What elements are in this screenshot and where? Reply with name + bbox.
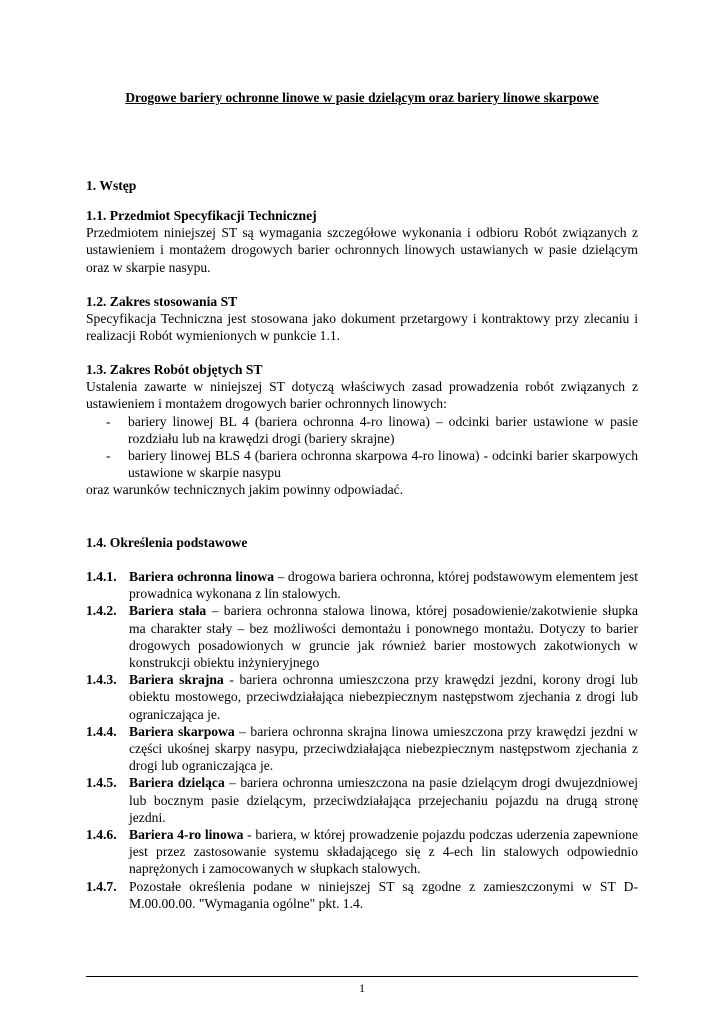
bullet-dash: - [106, 448, 111, 464]
definition-number: 1.4.1. [86, 569, 117, 584]
definition-term: Bariera skrajna [129, 672, 224, 688]
list-item [86, 413, 638, 447]
definition-number: 1.4.5. [86, 775, 117, 791]
section-1-1-heading: 1.1. Przedmiot Specyfikacji Technicznej [86, 208, 317, 223]
definition-number: 1.4.7. [86, 878, 117, 894]
section-1-3-bullets [86, 413, 638, 482]
section-1-heading: 1. Wstęp [86, 178, 137, 193]
bullet-dash: - [106, 413, 111, 429]
definition-term: Bariera ochronna linowa [129, 569, 275, 584]
bullet-text: bariery linowej BL 4 (bariera ochronna 4-ro linowa) – odcinki barier ustawione w pasie rozdziału lub na krawędzi drogi (bariery skrajne) [128, 413, 638, 446]
definition-number: 1.4.3. [86, 672, 117, 688]
definition-item [86, 723, 638, 775]
section-1-3-heading: 1.3. Zakres Robót objętych ST [86, 362, 263, 377]
section-1-3 [86, 361, 638, 499]
definition-term: Bariera skarpowa [129, 723, 235, 739]
list-item [86, 447, 638, 481]
definition-number: 1.4.6. [86, 827, 117, 843]
definition-item [86, 826, 638, 878]
definition-term: Bariera stała [129, 603, 207, 619]
section-1-1-text: Przedmiotem niniejszej ST są wymagania szczegółowe wykonania i odbioru Robót związanych z ustawieniem i montażem drogowych barier ochronnych linowych ustawianych w pasie dzielącym oraz w skarpie nasypu. [86, 225, 638, 275]
section-1-1 [86, 207, 638, 276]
definition-number: 1.4.2. [86, 603, 117, 619]
definition-text: – bariera ochronna stalowa linowa, której posadowienie/zakotwienie słupka ma charakter stały – bez możliwości demontażu i ponownego montażu. Dotyczy to barier drogowych posadowionych w gruncie jak również barier mostowych zakotwionych w konstrukcji obiektu inżynieryjnego [129, 603, 638, 671]
definition-item [86, 602, 638, 671]
page-number: 1 [359, 981, 365, 995]
section-1-2 [86, 293, 638, 345]
definitions-list-wrapper [86, 568, 638, 912]
definition-text: – drogowa bariera ochronna, której podstawowym elementem jest prowadnica wykonana z lin stalowych. [129, 569, 638, 602]
definition-text: Pozostałe określenia podane w niniejszej ST są zgodne z zamieszczonymi w ST D-M.00.00.00. "Wymagania ogólne" pkt. 1.4. [129, 878, 638, 911]
definition-term: Bariera 4-ro linowa [129, 827, 244, 843]
definition-number: 1.4.4. [86, 723, 117, 739]
definition-item [86, 671, 638, 723]
section-1-3-intro: Ustalenia zawarte w niniejszej ST dotyczą właściwych zasad prowadzenia robót związanych z ustawieniem i montażem drogowych barier ochronnych linowych: [86, 379, 638, 412]
definitions-list [86, 568, 638, 912]
section-1-4-heading: 1.4. Określenia podstawowe [86, 535, 248, 550]
document-page [86, 0, 638, 1024]
definition-item [86, 568, 638, 602]
definition-text: – bariera ochronna umieszczona na pasie dzielącym drogi dwujezdniowej lub bocznym pasie dzielącym, przeciwdziałająca przejechaniu pojazdu na drugą stronę jezdni. [129, 775, 638, 825]
section-1-4 [86, 534, 638, 551]
section-1-2-text: Specyfikacja Techniczna jest stosowana jako dokument przetargowy i kontraktowy przy zlecaniu i realizacji Robót wymienionych w punkcie 1.1. [86, 311, 638, 344]
definition-item [86, 878, 638, 912]
document-title: Drogowe bariery ochronne linowe w pasie dzielącym oraz bariery linowe skarpowe [125, 90, 599, 105]
section-1-2-heading: 1.2. Zakres stosowania ST [86, 294, 238, 309]
footer-divider [86, 976, 638, 977]
section-1-3-outro: oraz warunków technicznych jakim powinny odpowiadać. [86, 482, 404, 498]
definition-text: – bariera ochronna skrajna linowa umieszczona przy krawędzi jezdni w części ukośnej skarpy nasypu, przeciwdziałająca niebezpiecznym następstwom zjechania z drogi lub ograniczająca je. [129, 723, 638, 774]
definition-item [86, 774, 638, 826]
definition-term: Bariera dzieląca [129, 775, 225, 791]
definition-text: - bariera ochronna umieszczona przy krawędzi jezdni, korony drogi lub obiektu mostowego, przeciwdziałająca niebezpiecznym następstwom zjechania z drogi lub ograniczająca je. [129, 672, 638, 722]
definition-text: - bariera, w której prowadzenie pojazdu podczas uderzenia zapewnione jest przez zastosowanie systemu składającego się z 4-ech lin stalowych odpowiednio naprężonych i zamocowanych w słupkach stalowych. [129, 827, 638, 877]
section-1 [86, 177, 638, 194]
bullet-text: bariery linowej BLS 4 (bariera ochronna skarpowa 4-ro linowa) - odcinki barier skarpowych ustawione w skarpie nasypu [128, 448, 638, 481]
